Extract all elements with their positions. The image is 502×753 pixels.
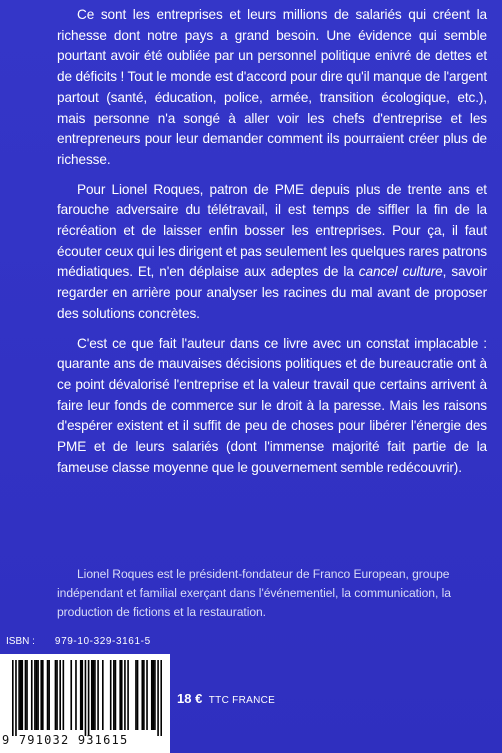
barcode-bar bbox=[25, 660, 27, 730]
barcode-bar bbox=[157, 660, 159, 736]
isbn bbox=[6, 636, 151, 648]
barcode-bar bbox=[85, 660, 87, 736]
barcode-bar bbox=[18, 660, 20, 730]
barcode-bar bbox=[12, 660, 14, 736]
barcode-bar bbox=[110, 660, 112, 730]
barcode-bar bbox=[113, 660, 115, 730]
barcode-bar bbox=[15, 660, 17, 736]
barcode-bar bbox=[115, 660, 117, 730]
barcode-bar bbox=[63, 660, 65, 730]
barcode-bar bbox=[70, 660, 72, 730]
barcode-bar bbox=[93, 660, 95, 730]
barcode-bar bbox=[31, 660, 33, 730]
barcode-bar bbox=[47, 660, 49, 730]
barcode-bar bbox=[40, 660, 42, 730]
barcode-bar bbox=[59, 660, 61, 730]
price-tax-label: TTC FRANCE bbox=[208, 695, 276, 706]
barcode-bar bbox=[151, 660, 153, 730]
barcode-bar bbox=[37, 660, 39, 730]
barcode-bar bbox=[102, 660, 104, 730]
price-amount: 18 € bbox=[177, 691, 203, 706]
barcode-bar bbox=[94, 660, 96, 730]
barcode-bar bbox=[55, 660, 57, 730]
barcode bbox=[0, 654, 170, 753]
barcode-bar bbox=[91, 660, 93, 730]
barcode-bar bbox=[119, 660, 121, 730]
barcode-bar bbox=[135, 660, 137, 730]
barcode-bar bbox=[141, 660, 143, 730]
barcode-bar bbox=[97, 660, 99, 730]
barcode-bar bbox=[20, 660, 22, 730]
barcode-bar bbox=[75, 660, 77, 730]
barcode-bar bbox=[137, 660, 139, 730]
barcode-bar bbox=[48, 660, 50, 730]
barcode-bar bbox=[80, 660, 82, 730]
isbn-value: 979-10-329-3161-5 bbox=[54, 636, 151, 647]
barcode-bar bbox=[42, 660, 44, 730]
barcode-bar bbox=[56, 660, 58, 730]
barcode-bar bbox=[160, 660, 162, 736]
barcode-bar bbox=[153, 660, 155, 730]
barcode-bar bbox=[127, 660, 129, 730]
blurb-paragraph-3: C'est ce que fait l'auteur dans ce livre avec un constat implacable : quarante ans de mauvaises décisions politiques et de bureaucratie ont à ce point dévalorisé l'entreprise et la valeur travail que certains arrivent à faire leur fonds de commerce sur le droit à la paresse. Mais les raisons d'espérer existent et il suffit de peu de choses pour libérer l'énergie des PME et de leurs salariés (dont l'immense majorité fait partie de la fameuse classe moyenne que le gouvernement semble redécouvrir). bbox=[57, 335, 487, 475]
barcode-bars bbox=[12, 660, 162, 736]
barcode-bar bbox=[21, 660, 23, 730]
barcode-bar bbox=[154, 660, 156, 730]
blurb-paragraph-2 bbox=[57, 180, 487, 325]
barcode-bar bbox=[36, 660, 38, 730]
barcode-bar bbox=[143, 660, 145, 730]
author-bio: Lionel Roques est le président-fondateur de Franco European, groupe indépendant et familial exerçant dans l'événementiel, la communication, la production de fictions et la restauration. bbox=[57, 567, 451, 619]
isbn-label: ISBN : bbox=[6, 636, 35, 647]
barcode-bar bbox=[81, 660, 83, 730]
barcode-bar bbox=[34, 660, 36, 730]
blurb-paragraph-2-start: Pour Lionel Roques, patron de PME depuis plus de trente ans et farouche adversaire du télétravail, il est temps de siffler la fin de la récréation et de laisser enfin bosser les entreprises. Pour ça, il faut écouter ceux qui les dirigent et pas seulement les quelques rares patrons médiatiques. Et, n'en déplaise aux adeptes de la bbox=[57, 181, 487, 280]
blurb-italic-phrase: cancel culture bbox=[358, 264, 443, 280]
barcode-bar bbox=[26, 660, 28, 730]
price bbox=[177, 690, 275, 708]
blurb bbox=[57, 5, 487, 478]
barcode-bar bbox=[124, 660, 126, 730]
barcode-bar bbox=[146, 660, 148, 730]
barcode-digits: 9 791032 931615 bbox=[2, 733, 129, 747]
blurb-paragraph-2-end: , savoir regarder en arrière pour analyser les racines du mal avant de proposer des solutions concrètes. bbox=[57, 264, 487, 321]
barcode-bar bbox=[88, 660, 90, 736]
blurb-paragraph-1: Ce sont les entreprises et leurs millions de salariés qui créent la richesse dont notre pays a grand besoin. Une évidence qui semble pourtant avoir été oubliée par un personnel politique enivré de dettes et de déficits ! Tout le monde est d'accord pour dire qu'il manque de l'argent partout (santé, éducation, police, armée, transition écologique, etc.), mais personne n'a songé à aller voir les chefs d'entreprise et les entrepreneurs pour leur demander comment ils pourraient créer plus de richesse. bbox=[57, 7, 487, 167]
barcode-bar bbox=[121, 660, 123, 730]
